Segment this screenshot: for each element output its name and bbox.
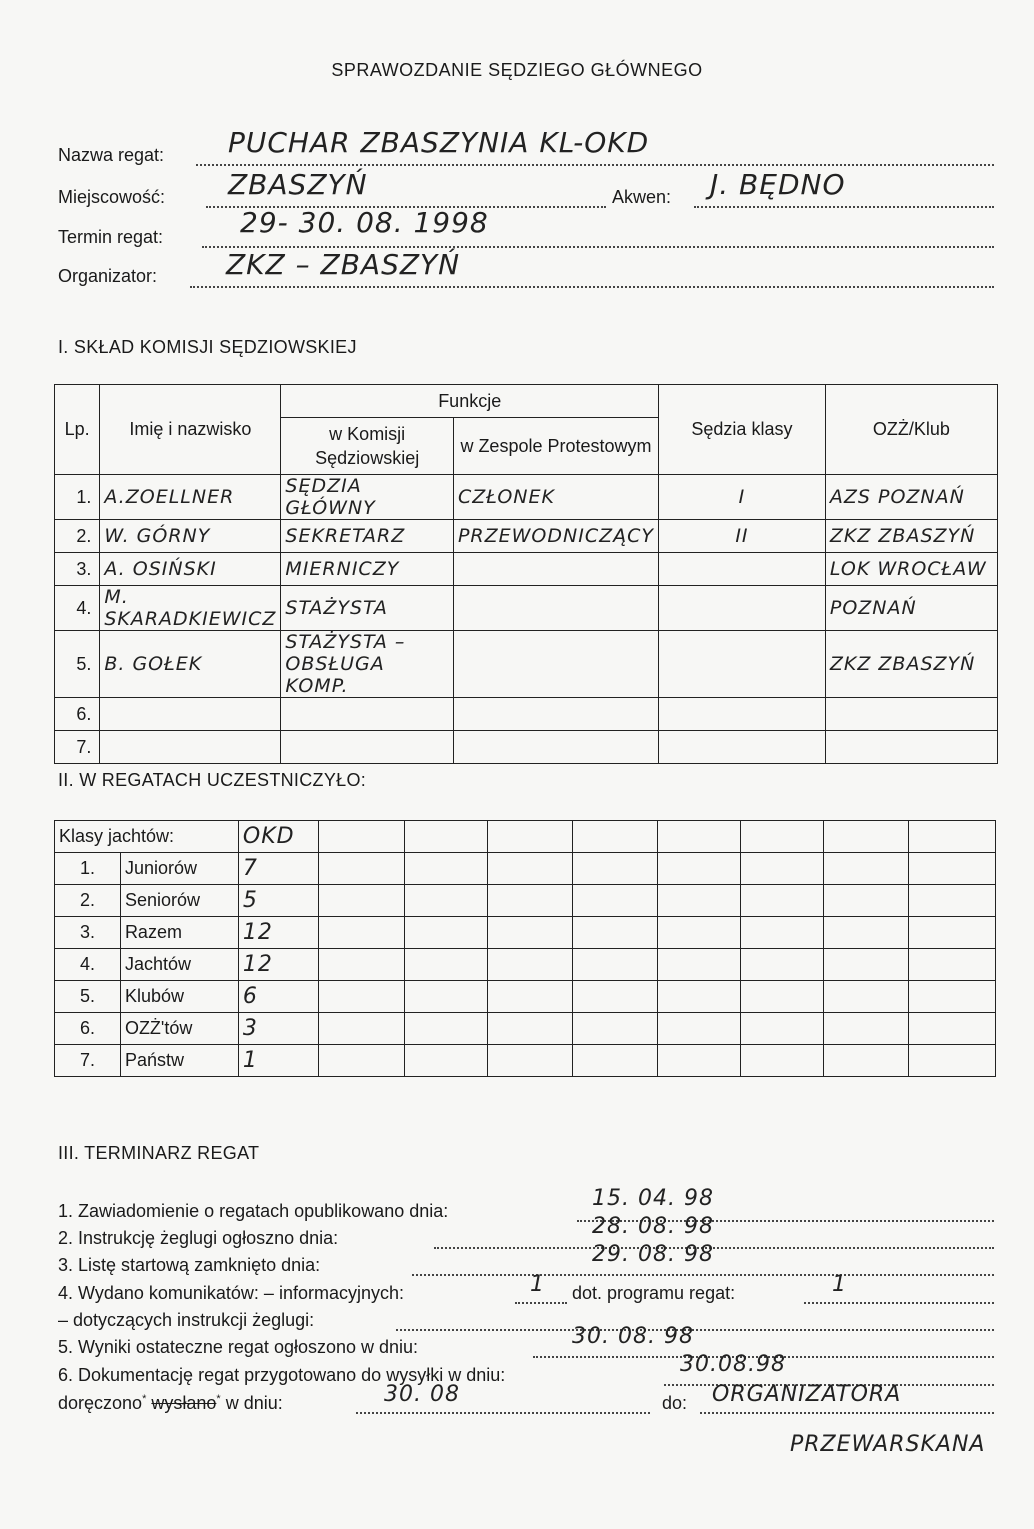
row-zespol — [453, 586, 658, 631]
empty-cell — [318, 885, 404, 917]
row-label: Seniorów — [120, 885, 238, 917]
empty-cell — [318, 853, 404, 885]
commission-row — [55, 586, 998, 631]
sched-6-label: 6. Dokumentację regat przygotowano do wysyłki w dniu: — [58, 1365, 506, 1385]
sched-5-value: 30. 08. 98 — [572, 1324, 694, 1349]
sched-7-line — [58, 1393, 283, 1414]
empty-cell — [487, 1045, 572, 1077]
commission-row — [55, 475, 998, 520]
empty-cell — [909, 853, 996, 885]
row-lp: 7. — [55, 731, 100, 764]
empty-cell — [404, 885, 487, 917]
doreczono-label: doręczono — [58, 1393, 143, 1413]
termin-label: Termin regat: — [58, 227, 164, 247]
row-value: 6 — [238, 981, 318, 1013]
row-klub: LOK WROCŁAW — [825, 553, 997, 586]
row-zespol — [453, 731, 658, 764]
commission-row — [55, 553, 998, 586]
row-name: M. SKARADKIEWICZ — [100, 586, 281, 631]
col-header-klub: OZŻ/Klub — [825, 385, 997, 475]
wyslano-label: wysłano — [151, 1393, 217, 1413]
sched-3-label: 3. Listę startową zamknięto dnia: — [58, 1255, 321, 1275]
empty-cell — [318, 1045, 404, 1077]
sched-2-label: 2. Instrukcję żeglugi ogłoszno dnia: — [58, 1228, 339, 1248]
empty-cell — [318, 1013, 404, 1045]
empty-cell — [909, 1013, 996, 1045]
row-name: A. OSIŃSKI — [100, 553, 281, 586]
sched-4c-label: – dotyczących instrukcji żeglugi: — [58, 1310, 315, 1330]
row-klasa — [659, 586, 826, 631]
section2-heading: II. W REGATACH UCZESTNICZYŁO: — [58, 770, 367, 790]
row-lp: 6. — [55, 698, 100, 731]
row-value: 5 — [238, 885, 318, 917]
row-zespol — [453, 698, 658, 731]
empty-cell — [572, 853, 658, 885]
row-name — [100, 731, 281, 764]
empty-cell — [572, 1013, 658, 1045]
empty-cell — [658, 885, 741, 917]
row-klub: POZNAŃ — [825, 586, 997, 631]
miejscowosc-label: Miejscowość: — [58, 187, 166, 207]
termin-value: 29- 30. 08. 1998 — [240, 206, 489, 239]
empty-cell — [487, 1013, 572, 1045]
empty-cell — [318, 981, 404, 1013]
row-lp: 3. — [55, 553, 100, 586]
empty-cell — [404, 1013, 487, 1045]
row-komisja — [281, 698, 454, 731]
empty-cell — [404, 917, 487, 949]
empty-cell — [824, 853, 909, 885]
sched-3-value: 29. 08. 98 — [592, 1242, 714, 1267]
akwen-label: Akwen: — [612, 187, 672, 207]
organizator-line — [190, 286, 994, 288]
commission-row — [55, 731, 998, 764]
row-zespol — [453, 553, 658, 586]
row-klub: ZKZ ZBASZYŃ — [825, 631, 997, 698]
row-lp: 5. — [55, 631, 100, 698]
row-value: 1 — [238, 1045, 318, 1077]
row-value: 7 — [238, 853, 318, 885]
section3-heading: III. TERMINARZ REGAT — [58, 1143, 260, 1163]
row-lp: 1. — [55, 853, 121, 885]
row-klasa — [659, 731, 826, 764]
participants-row — [55, 853, 996, 885]
sched-2-value: 28. 08. 98 — [592, 1214, 714, 1239]
participants-row — [55, 885, 996, 917]
col-header-lp: Lp. — [55, 385, 100, 475]
empty-cell — [404, 1045, 487, 1077]
klasa-value: OKD — [238, 821, 318, 853]
row-lp: 2. — [55, 885, 121, 917]
row-klasa — [659, 553, 826, 586]
empty-cell — [909, 1045, 996, 1077]
organizator-value: ZKZ – ZBASZYŃ — [226, 248, 461, 281]
commission-row — [55, 698, 998, 731]
row-lp: 4. — [55, 586, 100, 631]
empty-cell — [909, 949, 996, 981]
col-header-komisja: w Komisji Sędziowskiej — [281, 418, 454, 475]
empty-cell — [909, 981, 996, 1013]
sched-1-label: 1. Zawiadomienie o regatach opublikowano dnia: — [58, 1201, 449, 1221]
row-name: A.ZOELLNER — [100, 475, 281, 520]
empty-cell — [824, 917, 909, 949]
participants-row — [55, 917, 996, 949]
row-value: 12 — [238, 917, 318, 949]
do-label: do: — [662, 1393, 688, 1413]
row-name — [100, 698, 281, 731]
empty-cell — [658, 1045, 741, 1077]
empty-cell — [658, 949, 741, 981]
row-value: 3 — [238, 1013, 318, 1045]
row-klub — [825, 698, 997, 731]
page-title: SPRAWOZDANIE SĘDZIEGO GŁÓWNEGO — [331, 60, 703, 80]
row-label: OZŻ'tów — [120, 1013, 238, 1045]
klasy-label: Klasy jachtów: — [55, 821, 239, 853]
row-komisja: SĘDZIA GŁÓWNY — [281, 475, 454, 520]
row-lp: 5. — [55, 981, 121, 1013]
row-komisja: STAŻYSTA — [281, 586, 454, 631]
participants-table — [54, 820, 996, 1077]
sched-7-value: 30. 08 — [384, 1382, 460, 1407]
row-klub: ZKZ ZBASZYŃ — [825, 520, 997, 553]
akwen-value: J. BĘDNO — [710, 168, 846, 201]
row-klasa: I — [659, 475, 826, 520]
participants-row — [55, 949, 996, 981]
row-lp: 3. — [55, 917, 121, 949]
empty-cell — [824, 1013, 909, 1045]
w-dniu-label: w dniu: — [225, 1393, 283, 1413]
akwen-line — [694, 206, 994, 208]
empty-cell — [909, 917, 996, 949]
empty-cell — [741, 1013, 824, 1045]
empty-cell — [404, 949, 487, 981]
empty-cell — [824, 949, 909, 981]
row-label: Razem — [120, 917, 238, 949]
row-value: 12 — [238, 949, 318, 981]
row-name: B. GOŁEK — [100, 631, 281, 698]
section1-heading: I. SKŁAD KOMISJI SĘDZIOWSKIEJ — [58, 337, 357, 357]
empty-cell — [824, 885, 909, 917]
empty-cell — [487, 853, 572, 885]
empty-cell — [658, 1013, 741, 1045]
participants-row — [55, 981, 996, 1013]
row-zespol: PRZEWODNICZĄCY — [453, 520, 658, 553]
do-value: ORGANIZATORA — [712, 1382, 902, 1407]
empty-cell — [487, 917, 572, 949]
row-komisja: MIERNICZY — [281, 553, 454, 586]
row-lp: 6. — [55, 1013, 121, 1045]
row-komisja — [281, 731, 454, 764]
wyslano-star: * — [216, 1393, 221, 1405]
row-klub: AZS POZNAŃ — [825, 475, 997, 520]
row-label: Juniorów — [120, 853, 238, 885]
empty-cell — [487, 949, 572, 981]
empty-cell — [404, 853, 487, 885]
row-klasa — [659, 698, 826, 731]
row-lp: 7. — [55, 1045, 121, 1077]
row-klasa — [659, 631, 826, 698]
nazwa-regat-value: PUCHAR ZBASZYNIA KL-OKD — [228, 126, 650, 159]
commission-row — [55, 520, 998, 553]
row-lp: 2. — [55, 520, 100, 553]
nazwa-regat-line — [196, 164, 994, 166]
row-komisja: STAŻYSTA – OBSŁUGA KOMP. — [281, 631, 454, 698]
empty-cell — [572, 949, 658, 981]
empty-cell — [572, 885, 658, 917]
row-lp: 1. — [55, 475, 100, 520]
empty-cell — [658, 917, 741, 949]
organizator-label: Organizator: — [58, 266, 158, 286]
recipient-handwritten: PRZEWARSKANA — [790, 1432, 986, 1457]
empty-cell — [658, 853, 741, 885]
row-klasa: II — [659, 520, 826, 553]
empty-cell — [404, 981, 487, 1013]
row-zespol — [453, 631, 658, 698]
doreczono-star: * — [142, 1393, 147, 1405]
col-header-klasa: Sędzia klasy — [659, 385, 826, 475]
empty-cell — [741, 917, 824, 949]
row-label: Klubów — [120, 981, 238, 1013]
sched-1-value: 15. 04. 98 — [592, 1186, 714, 1211]
empty-cell — [824, 1045, 909, 1077]
row-komisja: SEKRETARZ — [281, 520, 454, 553]
empty-cell — [318, 949, 404, 981]
row-name: W. GÓRNY — [100, 520, 281, 553]
col-header-zespol: w Zespole Protestowym — [453, 418, 658, 475]
participants-row — [55, 1013, 996, 1045]
empty-cell — [741, 1045, 824, 1077]
row-lp: 4. — [55, 949, 121, 981]
empty-cell — [741, 981, 824, 1013]
empty-cell — [487, 885, 572, 917]
empty-cell — [909, 885, 996, 917]
row-zespol: CZŁONEK — [453, 475, 658, 520]
row-klub — [825, 731, 997, 764]
empty-cell — [318, 917, 404, 949]
sched-4b-label: dot. programu regat: — [572, 1283, 736, 1303]
col-header-name: Imię i nazwisko — [100, 385, 281, 475]
commission-table — [54, 384, 998, 764]
empty-cell — [824, 981, 909, 1013]
miejscowosc-value: ZBASZYŃ — [228, 168, 368, 201]
empty-cell — [741, 853, 824, 885]
empty-cell — [658, 981, 741, 1013]
empty-cell — [741, 949, 824, 981]
empty-cell — [572, 1045, 658, 1077]
sched-5-label: 5. Wyniki ostateczne regat ogłoszono w dniu: — [58, 1337, 419, 1357]
sched-4a-value: 1 — [530, 1272, 545, 1297]
commission-row — [55, 631, 998, 698]
sched-6-value: 30.08.98 — [680, 1352, 786, 1377]
row-label: Jachtów — [120, 949, 238, 981]
empty-cell — [741, 885, 824, 917]
row-label: Państw — [120, 1045, 238, 1077]
participants-row — [55, 1045, 996, 1077]
empty-cell — [572, 917, 658, 949]
nazwa-regat-label: Nazwa regat: — [58, 145, 165, 165]
sched-4b-value: 1 — [832, 1272, 847, 1297]
empty-cell — [487, 981, 572, 1013]
sched-4a-label: 4. Wydano komunikatów: – informacyjnych: — [58, 1283, 404, 1303]
empty-cell — [572, 981, 658, 1013]
col-header-funkcje: Funkcje — [281, 385, 659, 418]
